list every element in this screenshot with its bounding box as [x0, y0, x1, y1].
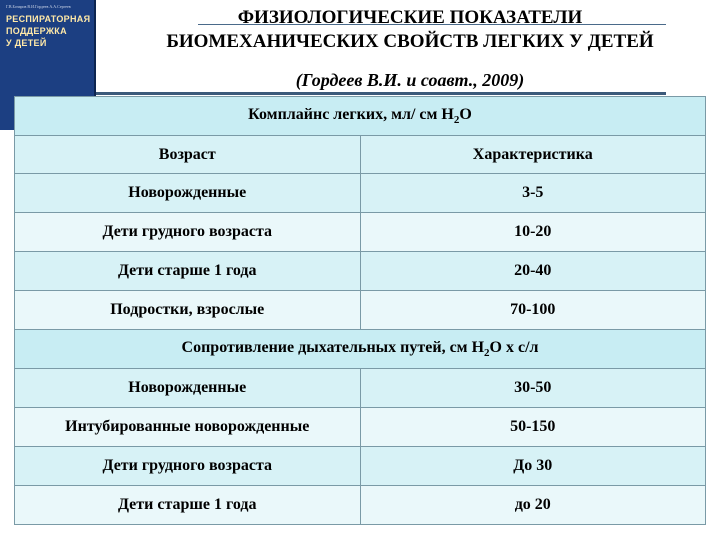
value-cell: 70-100 — [360, 291, 706, 330]
value-cell: до 20 — [360, 486, 706, 525]
section-title-resistance: Сопротивление дыхательных путей, см $Н_2О$ х с/л — [15, 330, 706, 369]
age-cell: Дети старше 1 года — [15, 486, 361, 525]
age-cell: Дети грудного возраста — [15, 447, 361, 486]
value-cell: 30-50 — [360, 369, 706, 408]
table-row — [15, 408, 706, 447]
value-cell: 10-20 — [360, 213, 706, 252]
book-authors: Г.В.Бочаров В.И.Гордеев А.А.Сергеев — [6, 4, 71, 9]
source-citation: (Гордеев В.И. и соавт., 2009) — [295, 70, 525, 90]
column-header-row — [15, 136, 706, 174]
table-row — [15, 213, 706, 252]
book-title-line-1: РЕСПИРАТОРНАЯ — [6, 14, 91, 24]
value-cell: 50-150 — [360, 408, 706, 447]
book-title-line-3: У ДЕТЕЙ — [6, 38, 47, 48]
column-header-age: Возраст — [15, 136, 361, 174]
table-row — [15, 252, 706, 291]
age-cell: Подростки, взрослые — [15, 291, 361, 330]
table-row — [15, 291, 706, 330]
age-cell: Новорожденные — [15, 369, 361, 408]
table-row — [15, 447, 706, 486]
value-cell: 3-5 — [360, 174, 706, 213]
table-row — [15, 174, 706, 213]
page-title-line-2: БИОМЕХАНИЧЕСКИХ СВОЙСТВ ЛЕГКИХ У ДЕТЕЙ — [166, 31, 654, 52]
value-cell: 20-40 — [360, 252, 706, 291]
biomechanics-table — [14, 96, 706, 525]
age-cell: Дети грудного возраста — [15, 213, 361, 252]
value-cell: До 30 — [360, 447, 706, 486]
section-header-resistance — [15, 330, 706, 369]
age-cell: Интубированные новорожденные — [15, 408, 361, 447]
age-cell: Новорожденные — [15, 174, 361, 213]
section-title-compliance: Комплайнс легких, мл/ см $Н_2О$ — [15, 97, 706, 136]
section-header-compliance — [15, 97, 706, 136]
table-row — [15, 369, 706, 408]
header-bar — [96, 92, 666, 95]
table-row — [15, 486, 706, 525]
column-header-value: Характеристика — [360, 136, 706, 174]
page-title-line-1: ФИЗИОЛОГИЧЕСКИЕ ПОКАЗАТЕЛИ — [237, 7, 583, 28]
book-title-line-2: ПОДДЕРЖКА — [6, 26, 67, 36]
age-cell: Дети старше 1 года — [15, 252, 361, 291]
